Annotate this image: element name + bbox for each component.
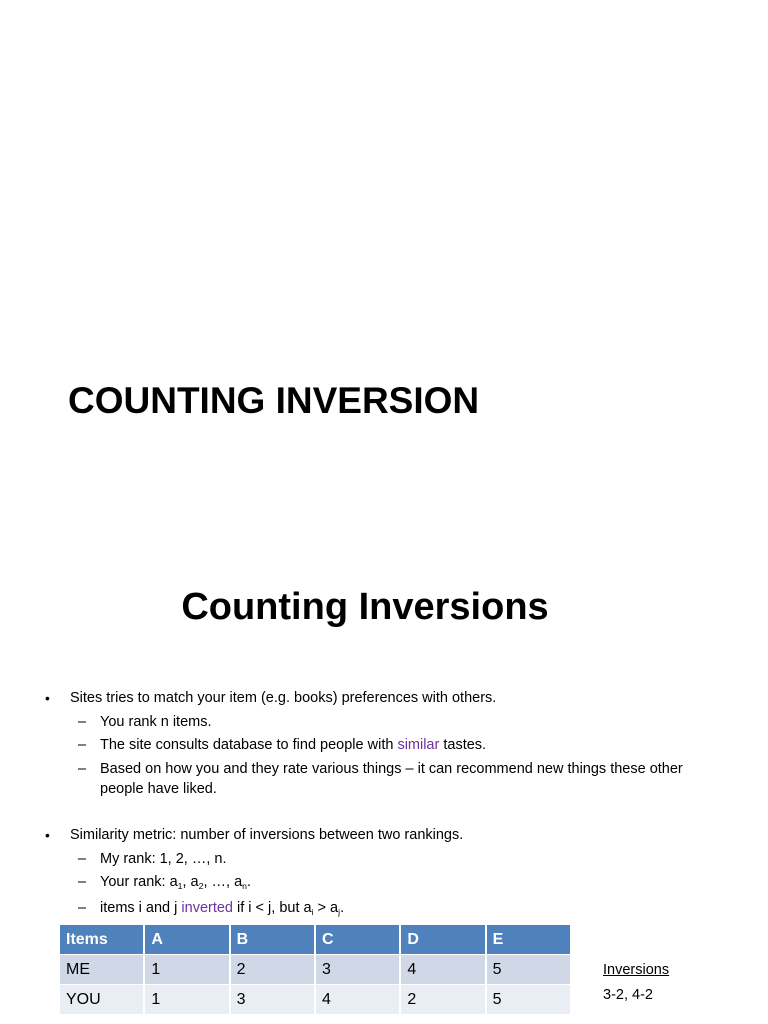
- sub-bullet-item: Your rank: $a_1$, $a_2$, …, $a_n$.: [100, 874, 252, 892]
- table-cell: 2: [231, 955, 314, 984]
- header-cell: A: [145, 925, 228, 954]
- dash-icon: –: [78, 874, 87, 890]
- sub-bullet-item-continued: people have liked.: [100, 781, 217, 797]
- header-cell: B: [231, 925, 314, 954]
- header-cell: Items: [60, 925, 143, 954]
- table-header-row: [60, 925, 570, 954]
- table-row: [60, 985, 570, 1014]
- header-cell: D: [401, 925, 484, 954]
- table-row: [60, 955, 570, 984]
- table-cell: 3: [316, 955, 399, 984]
- header-cell: C: [316, 925, 399, 954]
- highlight-similar: similar: [397, 737, 440, 753]
- table-cell: 5: [487, 985, 570, 1014]
- bullet-icon: •: [45, 690, 50, 706]
- table-cell: ME: [60, 955, 143, 984]
- sub-bullet-item: You rank n items.: [100, 714, 212, 730]
- ranking-table: [58, 924, 572, 1015]
- dash-icon: –: [78, 714, 87, 730]
- section-heading: COUNTING INVERSION: [68, 380, 480, 421]
- inversions-value: 3-2, 4-2: [603, 987, 653, 1003]
- inversions-label: Inversions: [603, 962, 670, 978]
- sub-bullet-item: Based on how you and they rate various things – it can recommend new things these other: [100, 761, 683, 777]
- sub-bullet-item: My rank: 1, 2, …, n.: [100, 851, 227, 867]
- header-cell: E: [487, 925, 570, 954]
- table-cell: 4: [401, 955, 484, 984]
- dash-icon: –: [78, 900, 87, 916]
- bullet-icon: •: [45, 827, 50, 843]
- table-cell: YOU: [60, 985, 143, 1014]
- table-cell: 4: [316, 985, 399, 1014]
- dash-icon: –: [78, 761, 87, 777]
- sub-bullet-item: items i and j inverted if i < j, but $a_i > a_j$.: [100, 900, 345, 918]
- dash-icon: –: [78, 851, 87, 867]
- dash-icon: –: [78, 737, 87, 753]
- highlight-inverted: inverted: [181, 900, 233, 916]
- slide-title: Counting Inversions: [181, 586, 549, 628]
- table-cell: 2: [401, 985, 484, 1014]
- table-cell: 1: [145, 955, 228, 984]
- table-cell: 3: [231, 985, 314, 1014]
- bullet-item: Sites tries to match your item (e.g. books) preferences with others.: [70, 690, 497, 706]
- bullet-item: Similarity metric: number of inversions between two rankings.: [70, 827, 464, 843]
- table-cell: 5: [487, 955, 570, 984]
- sub-bullet-item: The site consults database to find people with similar tastes.: [100, 737, 487, 753]
- table-cell: 1: [145, 985, 228, 1014]
